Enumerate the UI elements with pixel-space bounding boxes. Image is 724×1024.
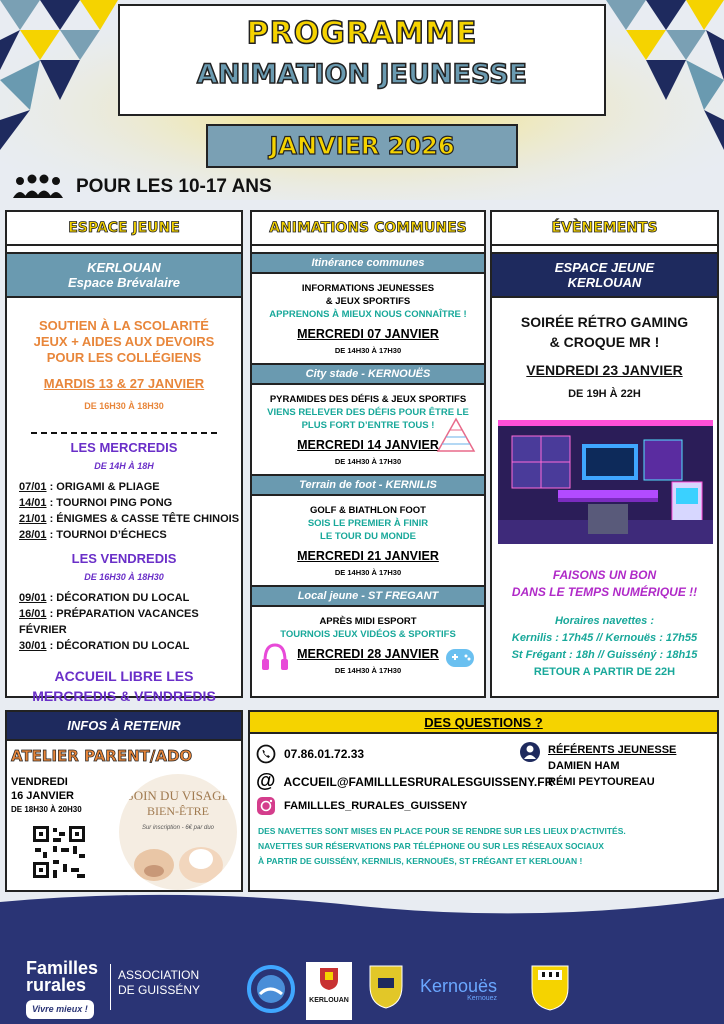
kernoues-logo	[420, 976, 497, 1002]
phone-number[interactable]: 07.86.01.72.33	[284, 747, 365, 761]
animation-time: DE 14H30 À 17H30	[334, 346, 402, 355]
slogan-line: DANS LE TEMPS NUMÉRIQUE !!	[511, 585, 698, 599]
association-name: DE GUISSÉNY	[118, 983, 201, 997]
association-label: ASSOCIATION	[118, 968, 200, 982]
animation-title: INFORMATIONS JEUNESSES	[301, 283, 435, 294]
animation-block	[252, 252, 484, 355]
atelier-time: DE 18H30 À 20H30	[11, 805, 82, 814]
soutien-time: DE 16H30 À 18H30	[84, 401, 164, 411]
title-box	[118, 4, 606, 116]
infos-box	[5, 710, 243, 892]
note-line: À PARTIR DE GUISSÉNY, KERNILIS, KERNOUËS, ST FRÉGANT ET KERLOUAN !	[258, 856, 583, 866]
atelier-title: ATELIER PARENT/ADO	[11, 747, 193, 765]
page-title: PROGRAMME	[246, 16, 478, 51]
footer	[0, 918, 724, 1024]
schedule-date: 09/01	[19, 592, 47, 604]
accueil-line: MERCREDIS & VENDREDIS	[32, 688, 216, 704]
headset-icon	[260, 641, 290, 675]
event-band: ESPACE JEUNE	[554, 260, 655, 275]
event-title: & CROQUE MR !	[549, 334, 660, 350]
animation-tagline: PLUS FORT D’ENTRE TOUS !	[301, 420, 435, 431]
pyramid-icon	[436, 417, 476, 453]
animation-band: Terrain de foot - KERNILIS	[252, 474, 484, 496]
espace-venue: Espace Brévalaire	[67, 275, 181, 290]
divider	[31, 432, 217, 434]
animation-tagline: VIENS RELEVER DES DÉFIS POUR ÊTRE LE	[267, 407, 469, 418]
event-title: SOIRÉE RÉTRO GAMING	[520, 314, 689, 330]
schedule-item	[19, 495, 241, 511]
retro-gaming-illustration	[498, 420, 713, 544]
questions-heading: DES QUESTIONS ?	[250, 712, 717, 734]
animation-date: MERCREDI 21 JANVIER	[297, 549, 439, 563]
note-line: NAVETTES SUR RÉSERVATIONS PAR TÉLÉPHONE OU SUR LES RÉSEAUX SOCIAUX	[258, 841, 604, 851]
event-date: VENDREDI 23 JANVIER	[526, 362, 683, 378]
animation-tagline: SOIS LE PREMIER À FINIR	[307, 518, 429, 529]
kerlouan-label: KERLOUAN	[309, 997, 349, 1004]
vendredis-list	[7, 590, 241, 654]
soin-visage-circle	[119, 774, 237, 890]
referent-icon	[520, 742, 540, 762]
referent-name: DAMIEN HAM	[548, 760, 620, 772]
schedule-activity: : ORIGAMI & PLIAGE	[46, 481, 160, 493]
vendredis-time: DE 16H30 À 18H30	[84, 572, 164, 582]
month-banner: JANVIER 2026	[206, 124, 518, 168]
schedule-activity: : ÉNIGMES & CASSE TÊTE CHINOIS	[46, 513, 240, 525]
schedule-item	[19, 638, 241, 654]
kernoues-text: Kernouës	[420, 976, 498, 996]
vendredis-title: LES VENDREDIS	[71, 551, 177, 566]
navette-line: Kernilis : 17h45 // Kernouës : 17h55	[511, 632, 698, 644]
animations-column	[250, 210, 486, 698]
soutien-line: SOUTIEN À LA SCOLARITÉ	[39, 318, 209, 333]
schedule-activity: : PRÉPARATION VACANCES FÉVRIER	[19, 608, 199, 636]
animation-title: GOLF & BIATHLON FOOT	[310, 505, 426, 516]
schedule-item	[19, 606, 241, 638]
animation-title: APRÈS MIDI ESPORT	[319, 616, 417, 627]
schedule-date: 16/01	[19, 608, 47, 620]
animation-tagline: TOURNOIS JEUX VIDÉOS & SPORTIFS	[280, 629, 456, 640]
animation-tagline: LE TOUR DU MONDE	[320, 531, 416, 542]
animation-band: City stade - KERNOUËS	[252, 363, 484, 385]
guisseny-crest	[530, 964, 570, 1012]
navette-line: St Frégant : 18h // Guisséný : 18h15	[511, 649, 698, 661]
animation-date: MERCREDI 28 JANVIER	[297, 647, 439, 661]
group-icon	[10, 174, 66, 200]
guisseny-logo	[246, 964, 296, 1014]
email-link[interactable]: ACCUEIL@FAMILLLESRURALESGUISSENY.FR	[283, 774, 554, 789]
schedule-item	[19, 527, 241, 543]
mercredis-list	[7, 479, 241, 543]
phone-icon	[256, 744, 276, 764]
qr-code	[31, 824, 87, 880]
schedule-date: 21/01	[19, 513, 47, 525]
referents-title: RÉFÉRENTS JEUNESSE	[548, 744, 677, 756]
page-subtitle: ANIMATION JEUNESSE	[196, 59, 528, 90]
logo-text: Familles	[26, 958, 99, 978]
kerlouan-logo	[306, 962, 352, 1020]
instagram-icon	[256, 796, 276, 816]
event-time: DE 19H À 22H	[568, 388, 641, 400]
familles-rurales-logo	[26, 960, 98, 1019]
kerlouan-crest-icon	[318, 966, 340, 992]
event-band-location: KERLOUAN	[567, 275, 642, 290]
schedule-activity: : DÉCORATION DU LOCAL	[46, 592, 190, 604]
evenements-heading: ÉVÈNEMENTS	[492, 212, 717, 246]
navette-title: Horaires navettes :	[554, 615, 655, 627]
animation-time: DE 14H30 À 17H30	[334, 568, 402, 577]
schedule-item	[19, 479, 241, 495]
st-fregant-crest	[368, 964, 404, 1010]
animations-heading: ANIMATIONS COMMUNES	[252, 212, 484, 246]
soin-subtitle: BIEN-ÊTRE	[147, 804, 209, 818]
espace-location: KERLOUAN	[87, 260, 161, 275]
animation-time: DE 14H30 À 17H30	[334, 666, 402, 675]
evenements-column	[490, 210, 719, 698]
schedule-date: 07/01	[19, 481, 47, 493]
gamepad-icon	[444, 643, 476, 673]
animation-date: MERCREDI 14 JANVIER	[297, 438, 439, 452]
animation-band: Itinérance communes	[252, 252, 484, 274]
navette-return: RETOUR A PARTIR DE 22H	[533, 666, 676, 678]
animation-block	[252, 363, 484, 466]
atelier-day: VENDREDI	[11, 776, 68, 788]
schedule-activity: : DÉCORATION DU LOCAL	[46, 640, 190, 652]
schedule-date: 28/01	[19, 529, 47, 541]
espace-jeune-heading: ESPACE JEUNE	[7, 212, 241, 246]
age-label: POUR LES 10-17 ANS	[76, 176, 272, 197]
schedule-item	[19, 511, 241, 527]
footer-wave	[0, 890, 724, 920]
schedule-date: 30/01	[19, 640, 47, 652]
animation-time: DE 14H30 À 17H30	[334, 457, 402, 466]
mercredis-time: DE 14H À 18H	[94, 461, 154, 471]
age-row	[10, 172, 272, 202]
soin-title: SOIN DU VISAGE	[126, 788, 230, 803]
kernoues-sub: Kernouez	[467, 995, 498, 1002]
logo-tagline: Vivre mieux !	[26, 1000, 94, 1019]
note-line: DES NAVETTES SONT MISES EN PLACE POUR SE RENDRE SUR LES LIEUX D’ACTIVITÉS.	[258, 826, 626, 836]
espace-jeune-column	[5, 210, 243, 704]
soin-inscription: Sur inscription - 6€ par duo	[141, 825, 215, 831]
schedule-activity: : TOURNOI PING PONG	[46, 497, 173, 509]
logo-text: rurales	[26, 975, 87, 995]
animation-tagline: APPRENONS À MIEUX NOUS CONNAÎTRE !	[269, 309, 467, 320]
animation-title: PYRAMIDES DES DÉFIS & JEUX SPORTIFS	[269, 394, 467, 405]
soutien-line: JEUX + AIDES AUX DEVOIRS	[33, 334, 215, 349]
soutien-line: POUR LES COLLÉGIENS	[46, 350, 202, 365]
slogan-line: FAISONS UN BON	[552, 568, 657, 582]
animation-band: Local jeune - ST FREGANT	[252, 585, 484, 607]
hands-face-photo	[119, 837, 237, 887]
infos-heading: INFOS À RETENIR	[7, 712, 241, 741]
animation-block	[252, 474, 484, 577]
instagram-handle[interactable]: FAMILLLES_RURALES_GUISSENY	[284, 800, 468, 812]
schedule-activity: : TOURNOI D’ÉCHECS	[46, 529, 167, 541]
animation-title: & JEUX SPORTIFS	[325, 296, 411, 307]
at-icon: @	[256, 770, 276, 792]
mercredis-title: LES MERCREDIS	[70, 440, 178, 455]
accueil-line: ACCUEIL LIBRE LES	[54, 668, 194, 684]
soutien-date: MARDIS 13 & 27 JANVIER	[43, 376, 205, 391]
schedule-date: 14/01	[19, 497, 47, 509]
animation-block	[252, 585, 484, 675]
referent-name: RÉMI PEYTOUREAU	[548, 776, 655, 788]
atelier-date: 16 JANVIER	[11, 790, 74, 802]
schedule-item	[19, 590, 241, 606]
questions-box	[248, 710, 719, 892]
animation-date: MERCREDI 07 JANVIER	[297, 327, 439, 341]
